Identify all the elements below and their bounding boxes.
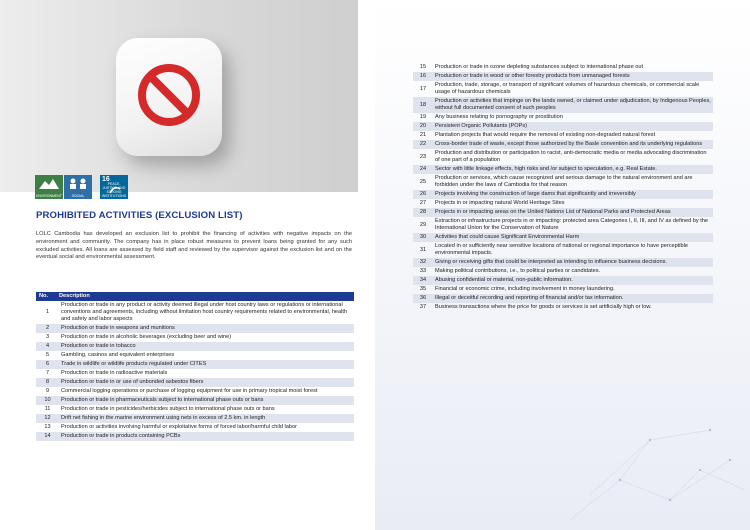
- row-number: 7: [45, 370, 50, 376]
- table-row: [36, 432, 354, 441]
- row-number: 32: [413, 258, 433, 267]
- row-description: Plantation projects that would require the removal of existing non-degraded natural forest: [435, 132, 656, 138]
- row-number: 4: [36, 342, 59, 351]
- row-number: 12: [36, 414, 59, 423]
- table-row: [36, 360, 354, 369]
- row-description: Production or trade in wood or other forestry products from unmanaged forests: [433, 72, 713, 81]
- table-row: [413, 72, 713, 81]
- table-row: [36, 387, 354, 396]
- row-number: 21: [419, 132, 427, 138]
- row-description: Production or trade in radioactive materials: [61, 370, 168, 376]
- social-badge-label: SOCIAL: [71, 194, 85, 198]
- table-row: [413, 199, 713, 208]
- row-description: Production or trade in alcoholic beverages (excluding beer and wine): [61, 334, 232, 340]
- row-description: Production or trade in pharmaceuticals subject to international phase outs or bans: [59, 396, 354, 405]
- table-row: [413, 63, 713, 72]
- row-description: Commercial logging operations or purchase of logging equipment for use in primary tropical moist forest: [61, 388, 318, 394]
- sdg-16-badge-icon: [100, 175, 128, 199]
- row-number: 13: [44, 424, 51, 430]
- table-row: [36, 333, 354, 342]
- table-row: [36, 342, 354, 351]
- row-description: Located in or sufficiently near sensitive locations of national or regional importance to have perceptible environmental impacts.: [435, 243, 689, 256]
- environment-badge-icon: [35, 175, 63, 199]
- row-number: 24: [413, 165, 433, 174]
- prohibited-hero-image: [0, 0, 358, 192]
- row-description: Production or trade in pesticides/herbicides subject to international phase outs or bans: [61, 406, 275, 412]
- table-row: [413, 276, 713, 285]
- row-description: Trade in wildlife or wildlife products regulated under CITES: [59, 360, 354, 369]
- table-row: [413, 190, 713, 199]
- row-number: 1: [45, 309, 50, 315]
- row-description: Financial or economic crime, including involvement in money laundering.: [435, 286, 615, 292]
- table-row: [413, 233, 713, 242]
- row-number: 19: [419, 114, 427, 120]
- prohibited-sign-tile: [116, 38, 222, 156]
- header-description: Description: [59, 292, 354, 301]
- decorative-network-pattern: [560, 400, 750, 530]
- table-row: [413, 217, 713, 233]
- row-description: Activities that could cause Significant Environmental Harm: [433, 233, 713, 242]
- table-row: [413, 140, 713, 149]
- table-row: [36, 423, 354, 432]
- row-number: 10: [36, 396, 59, 405]
- row-number: 25: [419, 178, 427, 185]
- row-number: 28: [413, 208, 433, 217]
- row-description: Giving or receiving gifts that could be interpreted as intending to influence business decisions.: [433, 258, 713, 267]
- row-number: 11: [44, 406, 51, 412]
- row-number: 9: [45, 388, 50, 394]
- row-number: 27: [419, 200, 427, 206]
- row-number: 26: [413, 190, 433, 199]
- row-number: 5: [45, 352, 50, 358]
- table-row: [413, 258, 713, 267]
- table-row: [36, 414, 354, 423]
- exclusion-table-part1: [36, 292, 354, 441]
- row-description: Production, trade, storage, or transport of significant volumes of hazardous chemicals, or commercial scale usage of hazardous chemicals: [435, 82, 700, 95]
- row-description: Projects in or impacting natural World Heritage Sites: [435, 200, 565, 206]
- social-badge-icon: [64, 175, 92, 199]
- row-number: 2: [36, 324, 59, 333]
- exclusion-table-part2: [413, 63, 713, 312]
- table-row: [36, 301, 354, 324]
- row-number: 18: [413, 97, 433, 113]
- row-description: Extraction or infrastructure projects in or impacting: protected area Categories I, II, III, and IV as defined by the International Union for the Conservation of Nature: [435, 218, 708, 231]
- table-row: [36, 378, 354, 387]
- row-number: 20: [413, 122, 433, 131]
- row-number: 34: [413, 276, 433, 285]
- row-number: 30: [413, 233, 433, 242]
- table-row: [36, 405, 354, 414]
- row-description: Production and distribution or participation to racist, anti-democratic media or media advocating discrimination of one part of a population: [435, 150, 707, 163]
- table-row: [413, 165, 713, 174]
- row-number: 22: [413, 140, 433, 149]
- row-number: 6: [36, 360, 59, 369]
- table-row: [413, 208, 713, 217]
- row-number: 37: [419, 304, 427, 310]
- row-number: 33: [419, 268, 427, 274]
- row-description: Projects in or impacting areas on the United Nations List of National Parks and Protected Areas: [433, 208, 713, 217]
- row-description: Gambling, casinos and equivalent enterprises: [61, 352, 175, 358]
- row-description: Production or trade in weapons and munitions: [59, 324, 354, 333]
- row-number: 16: [413, 72, 433, 81]
- row-number: 15: [419, 64, 427, 70]
- sdg-16-number: 16: [102, 176, 110, 183]
- row-description: Production or trade in any product or activity deemed illegal under host country laws or regulations or international conventions and agreements, including without limitation host country requirements related to environmental, health and safety and labor aspects: [61, 302, 348, 322]
- table-row: [36, 369, 354, 378]
- row-number: 14: [36, 432, 59, 441]
- row-number: 17: [419, 85, 427, 92]
- table-row: [36, 324, 354, 333]
- row-number: 23: [419, 153, 427, 160]
- row-number: 35: [419, 286, 427, 292]
- row-description: Production or activities that impinge on the lands owned, or claimed under adjudication, by Indigenous Peoples, without full documented consent of such peoples: [433, 97, 713, 113]
- table-row: [413, 149, 713, 165]
- row-number: 3: [45, 334, 50, 340]
- row-description: Production or activities involving harmful or exploitative forms of forced labor/harmful child labor: [61, 424, 297, 430]
- table-header-row: [36, 292, 354, 301]
- row-description: Persistent Organic Pollutants (POPs): [433, 122, 713, 131]
- table-row: [36, 351, 354, 360]
- table-row: [413, 113, 713, 122]
- row-description: Illegal or deceitful recording and reporting of financial and/or tax information.: [433, 294, 713, 303]
- table-row: [413, 294, 713, 303]
- row-description: Any business relating to pornography or prostitution: [435, 114, 563, 120]
- table-body-right: [413, 63, 713, 312]
- table-row: [413, 285, 713, 294]
- row-number: 31: [419, 246, 427, 253]
- row-description: Business transactions where the price for goods or services is set artificially high or low.: [435, 304, 652, 310]
- row-description: Sector with little linkage effects, high risks and /or subject to speculation, e.g. Real Estate.: [433, 165, 713, 174]
- row-description: Cross-border trade of waste, except those authorized by the Basle convention and its underlying regulations: [433, 140, 713, 149]
- table-body-left: [36, 301, 354, 441]
- row-number: 29: [419, 221, 427, 228]
- row-description: Making political contributions, i.e., to political parties or candidates.: [435, 268, 601, 274]
- table-row: [413, 303, 713, 312]
- table-row: [413, 97, 713, 113]
- sdg-16-label: PEACE, JUSTICE AND STRONG INSTITUTIONS: [101, 182, 127, 198]
- table-row: [36, 396, 354, 405]
- row-description: Production or services, which cause recognized and serious damage to the natural environment and are forbidden under the laws of Cambodia for that reason: [435, 175, 693, 188]
- table-row: [413, 122, 713, 131]
- header-no: No.: [36, 292, 59, 301]
- row-description: Production or trade in tobacco: [59, 342, 354, 351]
- row-description: Production or trade in or use of unbonded asbestos fibers: [59, 378, 354, 387]
- row-number: 8: [36, 378, 59, 387]
- section-title: PROHIBITED ACTIVITIES (EXCLUSION LIST): [36, 210, 243, 221]
- prohibited-icon: [134, 60, 204, 130]
- row-description: Projects involving the construction of large dams that significantly and irreversibly: [433, 190, 713, 199]
- table-row: [413, 267, 713, 276]
- row-description: Production or trade in products containing PCBs: [59, 432, 354, 441]
- intro-paragraph: LOLC Cambodia has developed an exclusion list to prohibit the financing of activities with negative impacts on the environment and community. The company has in place robust measures to prevent loans being granted for any such excluded activities. All loans are assessed by field staff and reviewed by the supervisor against the exclusion list and on the eventual social and environmental assessment.: [36, 231, 352, 261]
- row-description: Drift net fishing in the marine environment using nets in excess of 2.5 km. in length: [59, 414, 354, 423]
- table-row: [413, 131, 713, 140]
- row-description: Abusing confidential or material, non-public information.: [433, 276, 713, 285]
- row-number: 36: [413, 294, 433, 303]
- table-row: [413, 174, 713, 190]
- table-row: [413, 81, 713, 97]
- row-description: Production or trade in ozone depleting substances subject to international phase out: [435, 64, 644, 70]
- table-row: [413, 242, 713, 258]
- environment-badge-label: ENVIRONMENT: [36, 194, 62, 198]
